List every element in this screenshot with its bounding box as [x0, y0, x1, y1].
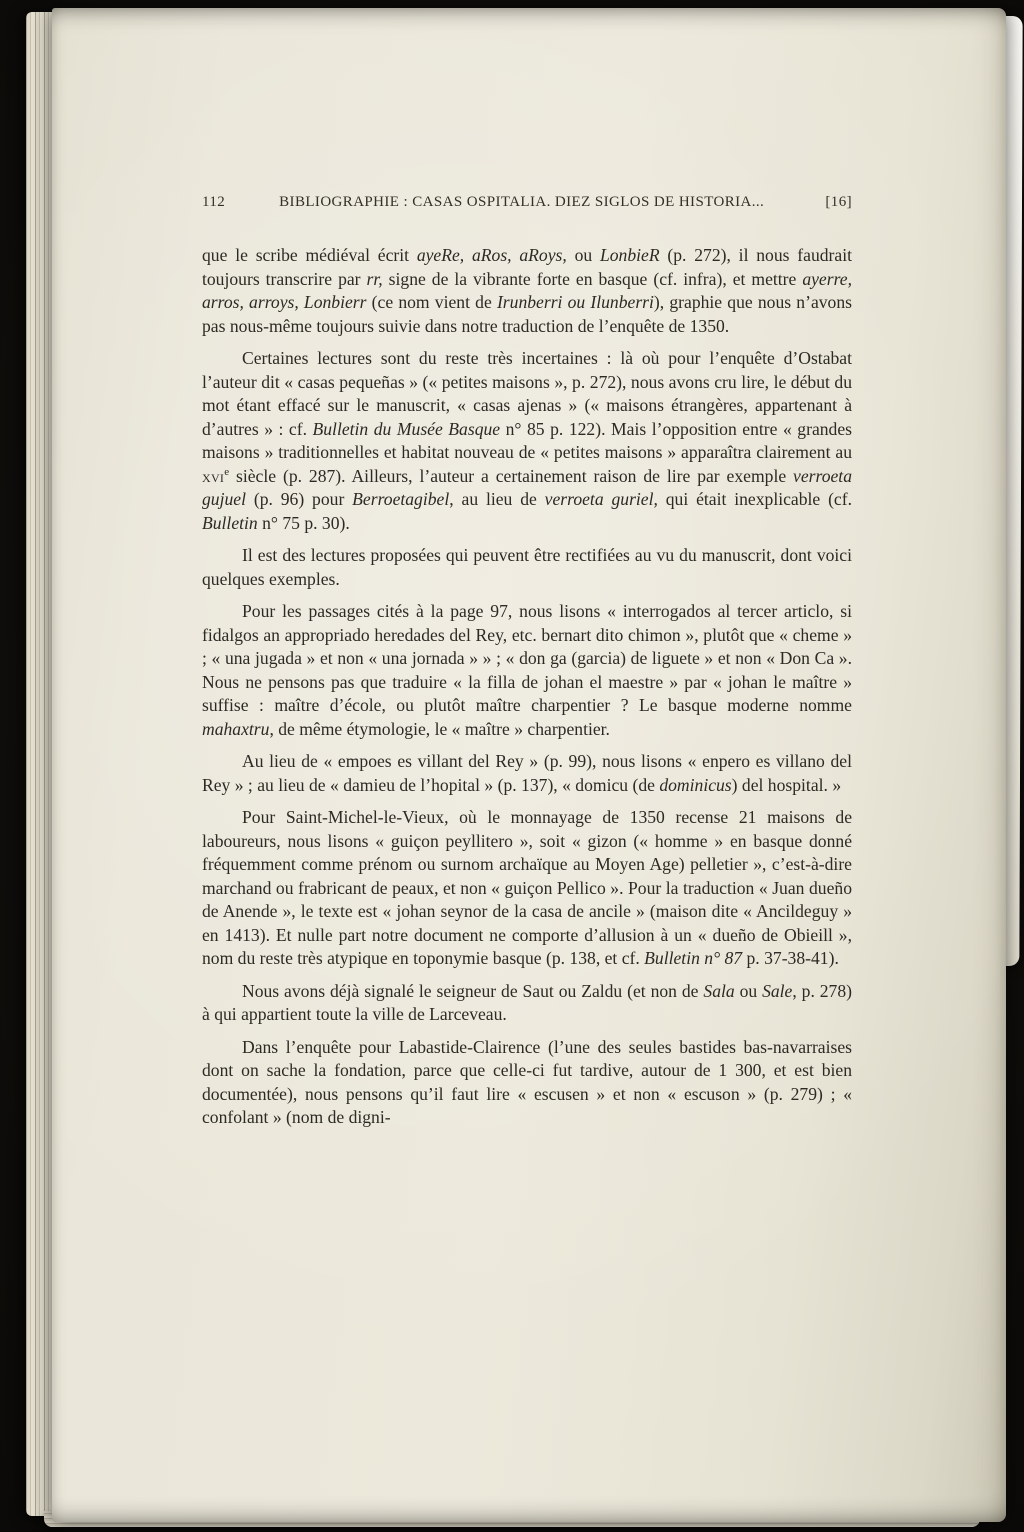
- folio-number: [16]: [825, 194, 852, 210]
- paragraph: [202, 244, 852, 338]
- text-run: , p. 278) à qui appartient toute la ville de Larceveau.: [202, 980, 852, 1024]
- text-run: Pour les passages cités à la page 97, nous lisons « interrogados al tercer articlo, si fidalgos an appropriado heredades del Rey, etc. bernart dito chimon », plutôt que « cheme » ; « una jugada » et non « una jornada » » ; « don ga (garcia) de liguete » et non « Don Ca ». Nous ne pensons pas que traduire « la filla de johan el maestre » par « johan le maître » suffise : maître d’école, ou plutôt maître charpentier ? Le basque moderne nomme: [202, 601, 852, 715]
- paragraph: [202, 600, 852, 741]
- paragraph: [202, 1036, 852, 1130]
- book-page: [52, 8, 1006, 1522]
- text-run: (ce nom vient de: [366, 292, 497, 312]
- text-run: ), graphie que nous n’avons pas nous-même toujours suivie dans notre traduction de l’enquête de 1350.: [202, 292, 852, 336]
- running-header: [202, 194, 852, 211]
- paragraph: [202, 347, 852, 535]
- body-text: [202, 244, 852, 1130]
- italic-text-run: ayeRe, aRos, aRoys,: [416, 245, 567, 265]
- italic-text-run: Sala: [703, 980, 735, 1001]
- text-run: Nous avons déjà signalé le seigneur de Saut ou Zaldu (et non de: [242, 980, 704, 1001]
- paragraph: [202, 980, 852, 1027]
- text-run: p. 37-38-41).: [742, 948, 839, 968]
- italic-text-run: verroeta guriel,: [544, 489, 658, 509]
- text-run: Certaines lectures sont du reste très incertaines : là où pour l’enquête d’Ostabat l’auteur dit « casas pequeñas » (« petites maisons », p. 272), nous avons cru lire, le début du mot étant effacé sur le manuscrit, « casas ajenas » (« maisons étrangères, appartenant à d’autres » : cf.: [202, 348, 852, 439]
- text-run: xvi: [202, 465, 225, 486]
- running-title: BIBLIOGRAPHIE : CASAS OSPITALIA. DIEZ SIGLOS DE HISTORIA...: [279, 194, 765, 210]
- text-run: n° 75 p. 30).: [257, 512, 350, 533]
- text-run: Au lieu de « empoes es villant del Rey » (p. 99), nous lisons « enpero es villano del Rey » ; au lieu de « damieu de l’hopital » (p. 137), « domicu (de: [202, 751, 852, 795]
- italic-text-run: ayerre, arros, arroys, Lonbierr: [202, 268, 852, 312]
- text-run: (p. 272), il nous faudrait toujours transcrire par: [202, 245, 852, 289]
- italic-text-run: LonbieR: [599, 245, 660, 265]
- page-number: 112: [202, 194, 226, 210]
- text-run: Pour Saint-Michel-le-Vieux, où le monnayage de 1350 recense 21 maisons de laboureurs, nous lisons « guiçon peyllitero », soit « gizon (« homme » en basque donné fréquemment comme prénom ou surnom archaïque au Moyen Age) pelletier », c’est-à-dire marchand ou frabricant de peaux, et non « guiçon Pellico ». Pour la traduction « Juan dueño de Anende », le texte est « johan seynor de la casa de ancile » (maison dite « Ancildeguy » en 1413). Et nulle part notre document ne comporte d’allusion à un « dueño de Obieill », nom du reste très atypique en toponymie basque (p. 138, et cf.: [202, 807, 852, 968]
- paragraph: [202, 544, 852, 591]
- italic-text-run: Bulletin du Musée Basque: [312, 418, 501, 439]
- text-run: ) del hospital. »: [731, 774, 842, 795]
- italic-text-run: Berroetagibel: [352, 489, 450, 509]
- paragraph: [202, 750, 852, 797]
- text-run: que le scribe médiéval écrit: [202, 245, 417, 265]
- italic-text-run: rr,: [366, 268, 383, 289]
- italic-text-run: Bulletin n° 87: [644, 948, 743, 968]
- italic-text-run: mahaxtru: [202, 718, 270, 739]
- text-run: e: [224, 465, 230, 478]
- text-run: qui était inexplicable (cf.: [657, 489, 852, 509]
- paragraph: [202, 806, 852, 971]
- italic-text-run: verroeta gujuel: [202, 465, 852, 509]
- text-run: ou: [566, 245, 600, 265]
- text-run: Il est des lectures proposées qui peuvent être rectifiées au vu du manuscrit, dont voici quelques exemples.: [202, 545, 852, 589]
- italic-text-run: Bulletin: [202, 512, 258, 533]
- text-run: (p. 96) pour: [245, 489, 353, 509]
- text-run: , de même étymologie, le « maître » charpentier.: [269, 718, 610, 739]
- text-run: ou: [734, 980, 763, 1001]
- text-run: , au lieu de: [449, 489, 545, 509]
- italic-text-run: dominicus: [659, 774, 732, 795]
- text-run: Dans l’enquête pour Labastide-Clairence (l’une des seules bastides bas-navarraises dont on sache la fondation, parce que celle-ci fut tardive, autour de 1 300, et est bien documentée), nous pensons qu’il faut lire « escusen » et non « escuson » (p. 279) ; « confolant » (nom de digni-: [202, 1036, 852, 1127]
- text-column: [202, 194, 852, 1139]
- italic-text-run: Sale: [762, 980, 793, 1001]
- italic-text-run: Irunberri ou Ilunberri: [496, 292, 654, 312]
- text-run: signe de la vibrante forte en basque (cf. infra), et mettre: [382, 268, 803, 289]
- text-run: siècle (p. 287). Ailleurs, l’auteur a certainement raison de lire par exemple: [229, 465, 794, 486]
- text-run: n° 85 p. 122). Mais l’opposition entre « grandes maisons » traditionnelles et habitat nouveau de « petites maisons » apparaîtra clairement au: [202, 418, 852, 462]
